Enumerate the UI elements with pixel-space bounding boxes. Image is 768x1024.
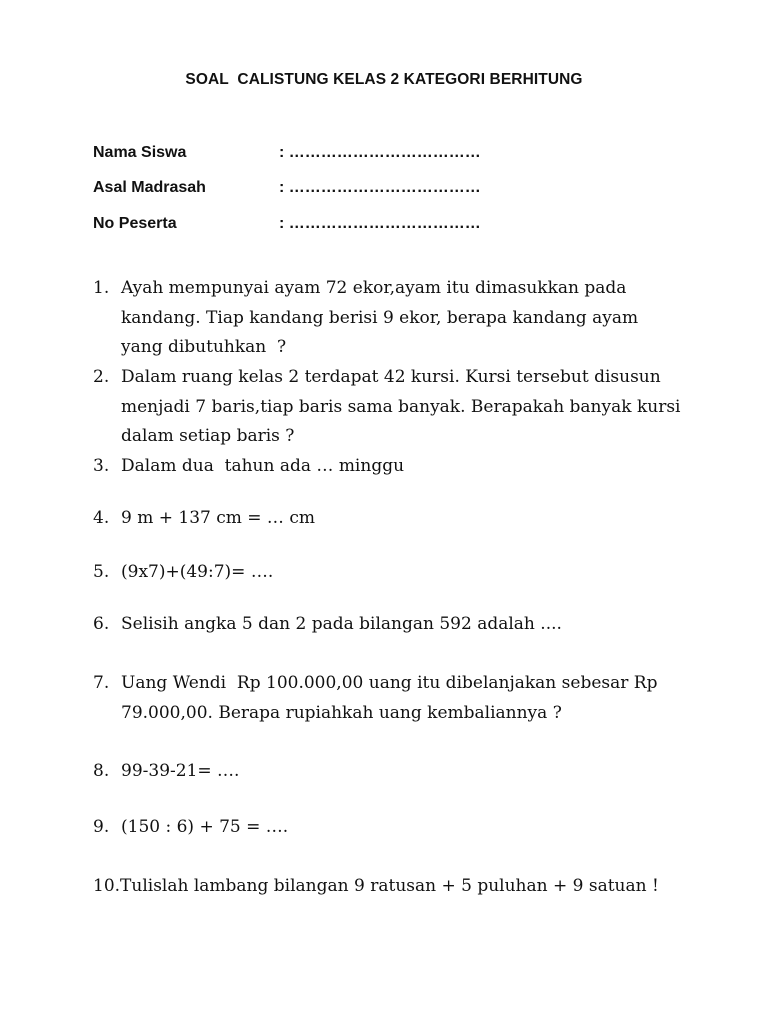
question-line: Selisih angka 5 dan 2 pada bilangan 592 adalah .... [121, 614, 562, 634]
question-line: Uang Wendi Rp 100.000,00 uang itu dibelanjakan sebesar Rp [121, 673, 658, 693]
field-label: Asal Madrasah [93, 179, 206, 196]
question-text [121, 813, 673, 843]
field-blank: : ……………………………… [279, 215, 481, 232]
question-text [121, 274, 673, 363]
question-line: Dalam dua tahun ada … minggu [121, 456, 405, 476]
question-number: 7. [93, 673, 110, 693]
question-text [121, 363, 681, 452]
question-text [121, 452, 673, 482]
field-label: No Peserta [93, 215, 177, 232]
field-nama-siswa [93, 142, 513, 164]
question-number: 1. [93, 278, 110, 298]
field-blank: : ……………………………… [279, 179, 481, 196]
question-number: 5. [93, 562, 110, 582]
question-text [121, 504, 673, 534]
question-number: 9. [93, 817, 110, 837]
question-text [121, 558, 673, 588]
question-number: 8. [93, 761, 110, 781]
question-line: 99-39-21= …. [121, 761, 240, 781]
question-number: 3. [93, 456, 110, 476]
page-title: SOAL CALISTUNG KELAS 2 KATEGORI BERHITUNG [185, 71, 583, 88]
question-line: 79.000,00. Berapa rupiahkah uang kembaliannya ? [121, 702, 562, 723]
field-asal-madrasah [93, 177, 513, 199]
field-no-peserta [93, 213, 513, 235]
question-number: 2. [93, 367, 110, 387]
question-line: 9 m + 137 cm = … cm [121, 508, 315, 528]
question-line: (150 : 6) + 75 = …. [121, 817, 289, 837]
question-line: kandang. Tiap kandang berisi 9 ekor, berapa kandang ayam [121, 307, 639, 328]
question-line: menjadi 7 baris,tiap baris sama banyak. Berapakah banyak kursi [121, 396, 681, 417]
question-line: (9x7)+(49:7)= …. [121, 562, 274, 582]
question-text [121, 669, 673, 728]
question-text [121, 757, 673, 787]
question-text [121, 610, 673, 640]
field-label: Nama Siswa [93, 144, 187, 161]
question-line: yang dibutuhkan ? [121, 337, 287, 357]
question-line: Dalam ruang kelas 2 terdapat 42 kursi. Kursi tersebut disusun [121, 367, 661, 387]
question-line: Ayah mempunyai ayam 72 ekor,ayam itu dimasukkan pada [121, 278, 627, 298]
question-number: 4. [93, 508, 110, 528]
question-10: 10.Tulislah lambang bilangan 9 ratusan + 5 puluhan + 9 satuan ! [93, 876, 659, 896]
question-line: dalam setiap baris ? [121, 426, 295, 446]
question-number: 6. [93, 614, 110, 634]
field-blank: : ……………………………… [279, 144, 481, 161]
